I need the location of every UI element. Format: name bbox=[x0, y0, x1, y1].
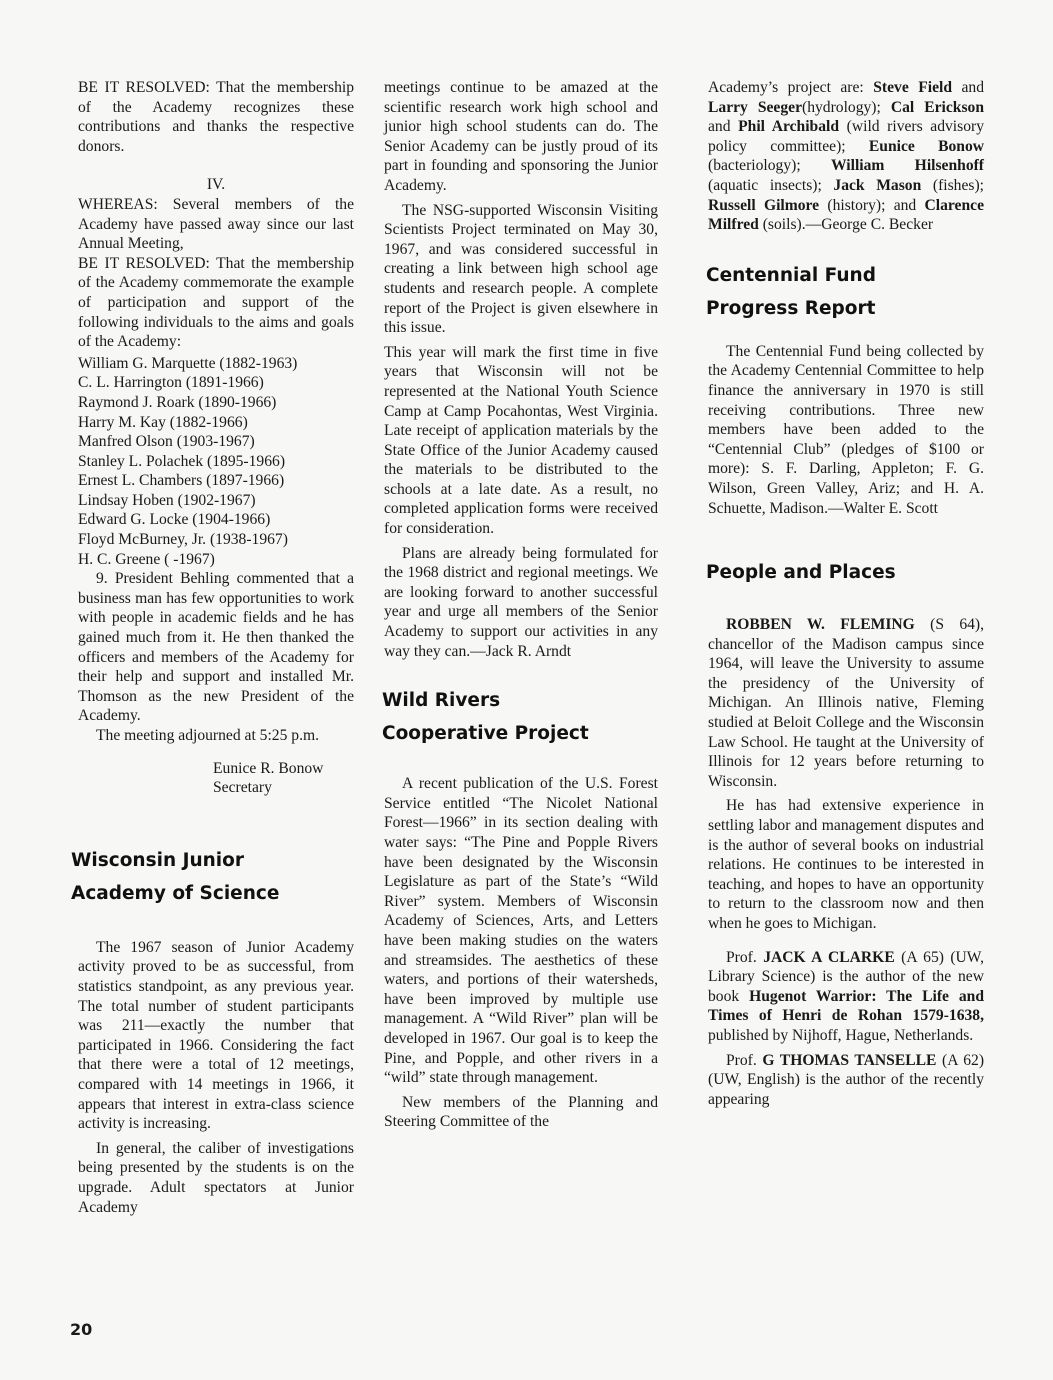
junior-academy-paragraph: The 1967 season of Junior Academy activity proved to be as successful, from statistics standpoint, as any previous year. The total number of student participants was 211—exactly the number that participated in 1966. Considering the fact that there were a total of 12 meetings, compared with 14 meetings in 1966, it appears that interest in extra-class science activity is increasing. bbox=[78, 938, 354, 1133]
whereas-text: WHEREAS: Several members of the Academy have passed away since our last Annual Meeting, bbox=[78, 195, 354, 253]
text: (A 62) (UW, English) is the author of the recently appearing bbox=[708, 1051, 985, 1108]
section-heading-junior-academy bbox=[71, 844, 354, 910]
signature-block bbox=[213, 759, 354, 798]
memorial-list-item: Harry M. Kay (1882-1966) bbox=[78, 413, 248, 431]
heading-line: Wild Rivers bbox=[382, 690, 501, 712]
section-heading-people-places bbox=[706, 556, 984, 589]
memorial-list-item: William G. Marquette (1882-1963) bbox=[78, 354, 298, 372]
text: (aquatic insects); bbox=[708, 176, 822, 194]
adjourned-text: The meeting adjourned at 5:25 p.m. bbox=[96, 727, 320, 744]
memorial-list-item: Stanley L. Polachek (1895-1966) bbox=[78, 452, 286, 470]
person-name: G THOMAS TANSELLE bbox=[762, 1051, 937, 1069]
fleming-paragraph bbox=[708, 615, 984, 791]
tanselle-paragraph bbox=[708, 1051, 984, 1110]
page-number: 20 bbox=[70, 1320, 93, 1339]
junior-academy-paragraph: In general, the caliber of investigations being presented by the students is on the upgrade. Adult spectators at Junior Academy bbox=[78, 1139, 354, 1216]
wild-rivers-paragraph: New members of the Planning and Steering Committee of the bbox=[384, 1093, 658, 1131]
column-right bbox=[708, 78, 984, 1109]
person-name: Phil Archibald bbox=[738, 118, 840, 136]
item-9-text: 9. President Behling commented that a business man has few opportunities to work with people in academic fields and he has gained much from it. He then thanked the officers and members of the Academy for their help and support and installed Mr. Thomson as the new President of the Academy. bbox=[78, 570, 354, 725]
text: (history); and bbox=[827, 196, 917, 214]
text: Prof. bbox=[726, 948, 757, 966]
committee-members-paragraph bbox=[708, 78, 984, 235]
signature-title: Secretary bbox=[213, 779, 272, 797]
memorial-list-item: Raymond J. Roark (1890-1966) bbox=[78, 393, 277, 411]
person-name: Eunice Bonow bbox=[868, 137, 984, 155]
person-name: JACK A CLARKE bbox=[763, 948, 895, 966]
section-heading-centennial-fund bbox=[706, 259, 984, 325]
text: (soils).—George C. Becker bbox=[762, 216, 934, 234]
text: (A 65) (UW, Library Science) is the author of the new book bbox=[708, 948, 984, 1005]
person-name: Cal Erickson bbox=[890, 98, 985, 116]
signature-name: Eunice R. Bonow bbox=[213, 759, 324, 777]
memorial-list-item: Floyd McBurney, Jr. (1938-1967) bbox=[78, 531, 288, 549]
plans-paragraph: Plans are already being formulated for the 1968 district and regional meetings. We are looking forward to another successful year and urge all members of the Senior Academy to support our activities in any way they can.—Jack R. Arndt bbox=[384, 544, 658, 660]
heading-line: Wisconsin Junior bbox=[71, 849, 244, 871]
resolution-text: BE IT RESOLVED: That the membership of the Academy recognizes these contributions and thanks the respective donors. bbox=[78, 79, 354, 155]
text: and bbox=[961, 79, 985, 96]
memorial-list-item: Edward G. Locke (1904-1966) bbox=[78, 511, 271, 529]
text: (hydrology); bbox=[802, 98, 881, 116]
column-left bbox=[71, 78, 354, 1217]
text: and bbox=[708, 118, 731, 136]
youth-camp-paragraph: This year will mark the first time in five years that Wisconsin will not be represented at the National Youth Science Camp at Camp Pocahontas, West Virginia. Late receipt of application materials by the State Office of the Junior Academy caused the materials to be distributed to the schools at a late date. As a result, no completed application forms were received for consideration. bbox=[384, 343, 658, 538]
heading-line: Cooperative Project bbox=[382, 723, 589, 745]
section-heading-wild-rivers bbox=[382, 684, 658, 750]
centennial-fund-paragraph: The Centennial Fund being collected by the Academy Centennial Committee to help finance the anniversary in 1970 is still receiving contributions. Three new members have been added to the “Centennial Club” (pledges of $100 or more): S. F. Darling, Appleton; F. G. Wilson, Green Valley, Ariz; and H. A. Schuette, Madison.—Walter E. Scott bbox=[708, 342, 984, 517]
wild-rivers-paragraph: A recent publication of the U.S. Forest Service entitled “The Nicolet National Forest—1966” in its section dealing with water says: “The Pine and Popple Rivers have been designated by the Wisconsin Legislature as part of the State’s “Wild River” system. Members of Wisconsin Academy of Sciences, Arts, and Letters have been making studies on the waters and streamsides. The aesthetics of these waters, and portions of their watersheds, have been improved by multiple use management. A “Wild River” plan will be developed in 1967. Our goal is to keep the Pine, and Popple, and other rivers in a “wild” state through management. bbox=[384, 775, 658, 1087]
person-name: William Hilsenhoff bbox=[830, 157, 984, 175]
text: (wild rivers advisory policy committee); bbox=[708, 118, 984, 155]
person-name: ROBBEN W. FLEMING bbox=[726, 616, 915, 634]
text: Prof. bbox=[726, 1051, 757, 1069]
person-name: Jack Mason bbox=[833, 176, 922, 194]
text: published by Nijhoff, Hague, Netherlands. bbox=[708, 1026, 974, 1044]
resolution-text: BE IT RESOLVED: That the membership of the Academy commemorate the example of participation and support of the following individuals to the aims and goals of the Academy: bbox=[78, 254, 354, 351]
text: (S 64), chancellor of the Madison campus since 1964, will leave the University to assume the presidency of the University of Michigan. An Illinois native, Fleming studied at Beloit College and the Wisconsin Law School. He taught at the University of Illinois for 12 years before returning to Wisconsin. bbox=[708, 616, 984, 790]
person-name: Russell Gilmore bbox=[708, 196, 820, 214]
column-middle bbox=[384, 78, 658, 1132]
memorial-list-item: H. C. Greene ( -1967) bbox=[78, 550, 215, 568]
heading-line: Progress Report bbox=[706, 297, 876, 319]
memorial-list-item: Ernest L. Chambers (1897-1966) bbox=[78, 472, 285, 490]
person-name: Clarence Milfred bbox=[708, 196, 984, 234]
memorial-list bbox=[78, 354, 354, 570]
heading-line: People and Places bbox=[706, 562, 896, 584]
visiting-scientists-paragraph: The NSG-supported Wisconsin Visiting Scientists Project terminated on May 30, 1967, and was considered successful in creating a link between high school age students and research people. A complete report of the Project is given elsewhere in this issue. bbox=[384, 201, 658, 337]
section-number: IV. bbox=[206, 176, 226, 194]
memorial-list-item: Manfred Olson (1903-1967) bbox=[78, 433, 255, 451]
memorial-list-item: C. L. Harrington (1891-1966) bbox=[78, 374, 264, 392]
heading-line: Centennial Fund bbox=[706, 264, 876, 286]
fleming-paragraph: He has had extensive experience in settling labor and management disputes and is the author of several books on industrial relations. He continues to be interested in teaching, and hopes to have an opportunity to return to the classroom now and then when he goes to Michigan. bbox=[708, 797, 984, 932]
text: Academy’s project are: bbox=[708, 79, 864, 96]
junior-academy-paragraph: meetings continue to be amazed at the scientific research work high school and junior high school students can do. The Senior Academy can be justly proud of its part in founding and sponsoring the Junior Academy. bbox=[384, 79, 658, 194]
text: (fishes); bbox=[932, 176, 984, 194]
book-title: Hugenot Warrior: The Life and Times of Henri de Rohan 1579-1638, bbox=[708, 987, 984, 1025]
person-name: Larry Seeger bbox=[708, 98, 802, 116]
clarke-paragraph bbox=[708, 948, 984, 1046]
heading-line: Academy of Science bbox=[71, 882, 280, 904]
memorial-list-item: Lindsay Hoben (1902-1967) bbox=[78, 491, 256, 509]
person-name: Steve Field bbox=[873, 79, 953, 96]
text: (bacteriology); bbox=[708, 157, 801, 175]
